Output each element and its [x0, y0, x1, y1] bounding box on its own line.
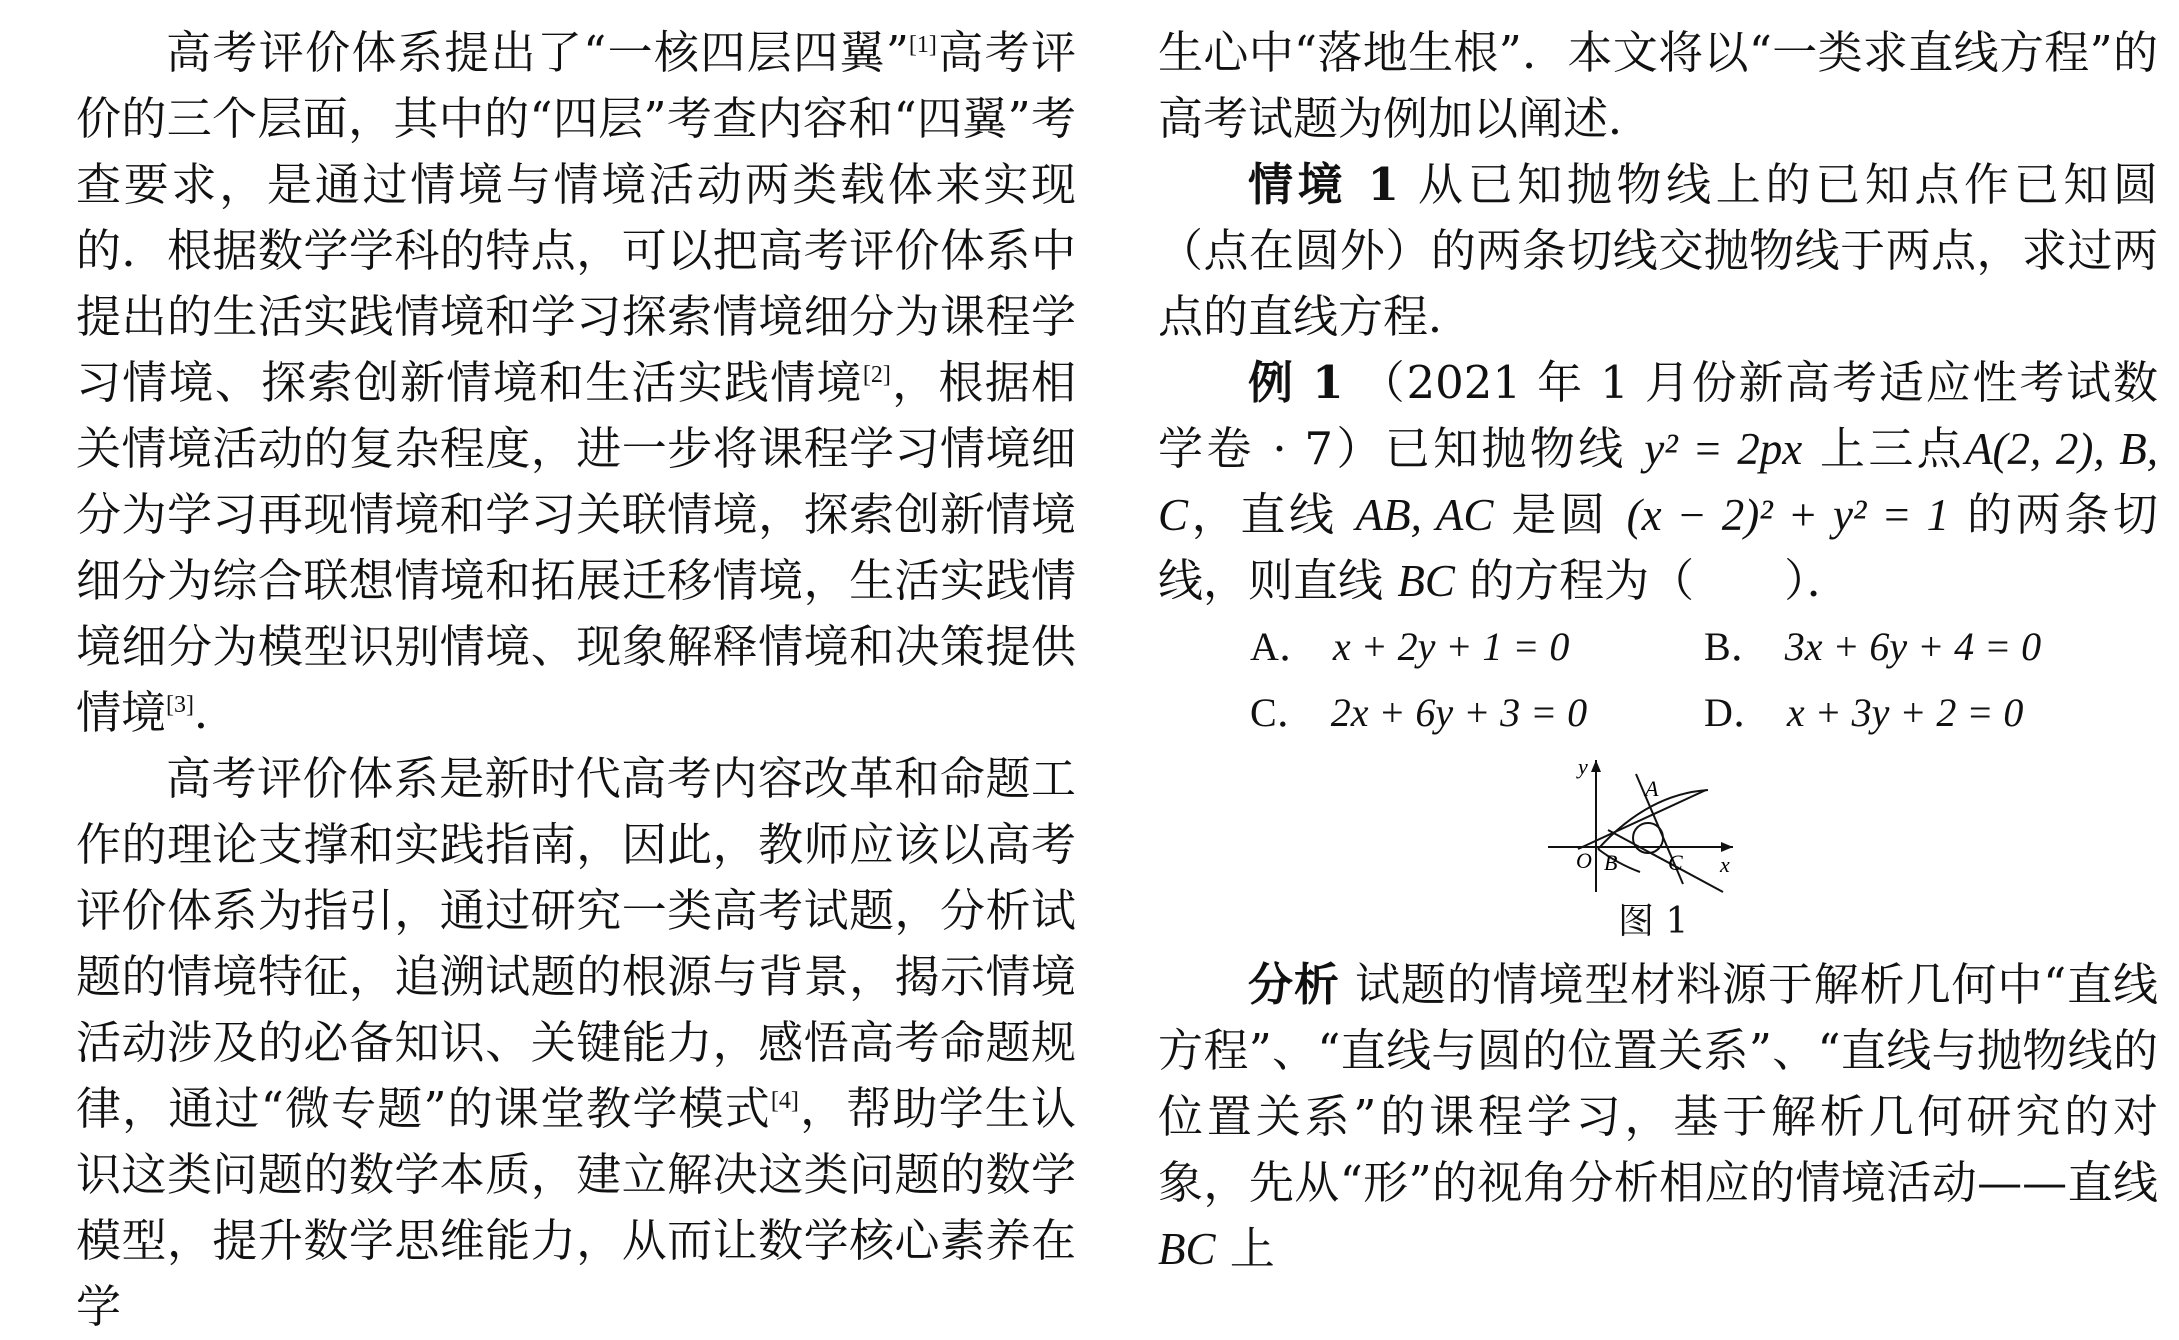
- y-axis-arrow: [1591, 760, 1601, 772]
- point-a-label: A: [1645, 776, 1659, 801]
- evaluation-paragraph: [76, 746, 1076, 1340]
- option-b: [1704, 614, 2158, 680]
- tangent-lines: AB, AC: [1355, 490, 1494, 540]
- option-a-expression: x + 2y + 1 = 0: [1332, 624, 1570, 669]
- intro-text-3: ，根据相关情境活动的复杂程度，进一步将课程学习情境细分为学习再现情境和学习关联情境，探索创新情境细分为综合联想情境和拓展迁移情境，生活实践情境细分为模型识别情境、现象解释情境和决策提供情境: [76, 356, 1076, 739]
- right-column: [1158, 20, 2158, 1282]
- origin-label: O: [1576, 848, 1592, 873]
- x-label: x: [1720, 852, 1730, 877]
- options-row-1: [1250, 614, 2158, 680]
- analysis-label: 分析: [1248, 958, 1340, 1011]
- left-column: [76, 20, 1076, 1340]
- analysis-line-bc: BC: [1158, 1224, 1216, 1274]
- analysis-text: 试题的情境型材料源于解析几何中“直线方程”、“直线与圆的位置关系”、“直线与抛物线的位置关系”的课程学习，基于解析几何研究的对象，先从“形”的视角分析相应的情境活动——直线: [1158, 958, 2158, 1209]
- options-row-2: [1250, 680, 2158, 746]
- situation-text: 从已知抛物线上的已知点作已知圆（点在圆外）的两条切线交抛物线于两点，求过两点的直线方程．: [1158, 158, 2158, 343]
- line-bc: BC: [1397, 556, 1455, 606]
- situation-label: 情境 1: [1248, 158, 1399, 211]
- citation-1: [1]: [908, 32, 937, 58]
- answer-options: [1250, 614, 2158, 746]
- points-text: 上三点: [1819, 422, 1966, 475]
- citation-2: [2]: [862, 362, 891, 388]
- line-bc-drawn: [1608, 830, 1723, 892]
- comma-text: ，直线: [1188, 488, 1338, 541]
- evaluation-text-1: 高考评价体系是新时代高考内容改革和命题工作的理论支撑和实践指南，因此，教师应该以高考评价体系为指引，通过研究一类高考试题，分析试题的情境特征，追溯试题的根源与背景，揭示情境活动涉及的必备知识、关键能力，感悟高考命题规律，通过“微专题”的课堂教学模式: [76, 752, 1076, 1135]
- example-paragraph: [1158, 350, 2158, 614]
- point-c-label: C: [1668, 850, 1683, 875]
- figure-caption: 图 1: [1618, 901, 1689, 942]
- example-source: （2021 年 1 月份新高考适应性考试数学卷 · 7）已知抛物线: [1158, 356, 2158, 475]
- option-d-expression: x + 3y + 2 = 0: [1786, 690, 2024, 735]
- situation-paragraph: [1158, 152, 2158, 350]
- option-d-label: D．: [1704, 690, 1773, 735]
- option-a-label: A．: [1250, 624, 1319, 669]
- option-a: [1250, 614, 1704, 680]
- option-c-label: C．: [1250, 690, 1317, 735]
- analysis-end: 上: [1229, 1222, 1275, 1275]
- circle-prefix: 是圆: [1511, 488, 1609, 541]
- citation-3: [3]: [166, 692, 194, 718]
- analysis-paragraph: [1158, 952, 2158, 1282]
- y-label: y: [1578, 754, 1588, 779]
- circle-equation: (x − 2)² + y² = 1: [1626, 490, 1950, 540]
- option-b-expression: 3x + 6y + 4 = 0: [1784, 624, 2042, 669]
- citation-4: [4]: [770, 1088, 799, 1114]
- option-c-expression: 2x + 6y + 3 = 0: [1330, 690, 1588, 735]
- example-label: 例 1: [1248, 356, 1344, 409]
- intro-paragraph: [76, 20, 1076, 746]
- option-b-label: B．: [1704, 624, 1771, 669]
- example-question: 的方程为（ ）．: [1469, 554, 1852, 607]
- evaluation-text-2: ，帮助学生认识这类问题的数学本质，建立解决这类问题的数学模型，提升数学思维能力，从而让数学核心素养在学: [76, 1082, 1076, 1333]
- continuation-paragraph: 生心中“落地生根”．本文将以“一类求直线方程”的高考试题为例加以阐述．: [1158, 26, 2158, 145]
- parabola-tangent-figure: [1538, 752, 1738, 902]
- point-b-label: B: [1604, 850, 1618, 875]
- intro-text-2: 高考评价的三个层面，其中的“四层”考查内容和“四翼”考查要求，是通过情境与情境活动两类载体来实现的．根据数学学科的特点，可以把高考评价体系中提出的生活实践情境和学习探索情境细分为课程学习情境、探索创新情境和生活实践情境: [76, 26, 1076, 409]
- option-d: [1704, 680, 2158, 746]
- x-axis-arrow: [1721, 842, 1733, 852]
- option-c: [1250, 680, 1704, 746]
- parabola-equation: y² = 2px: [1644, 424, 1803, 474]
- intro-text-1: 高考评价体系提出了“一核四层四翼”: [166, 26, 909, 79]
- example-post-text: 的两条切线，则直线: [1158, 488, 2158, 607]
- intro-text-4: ．: [194, 686, 240, 739]
- tangent-line-ab: [1578, 790, 1706, 849]
- points-expression: A(2, 2), B, C: [1158, 424, 2158, 540]
